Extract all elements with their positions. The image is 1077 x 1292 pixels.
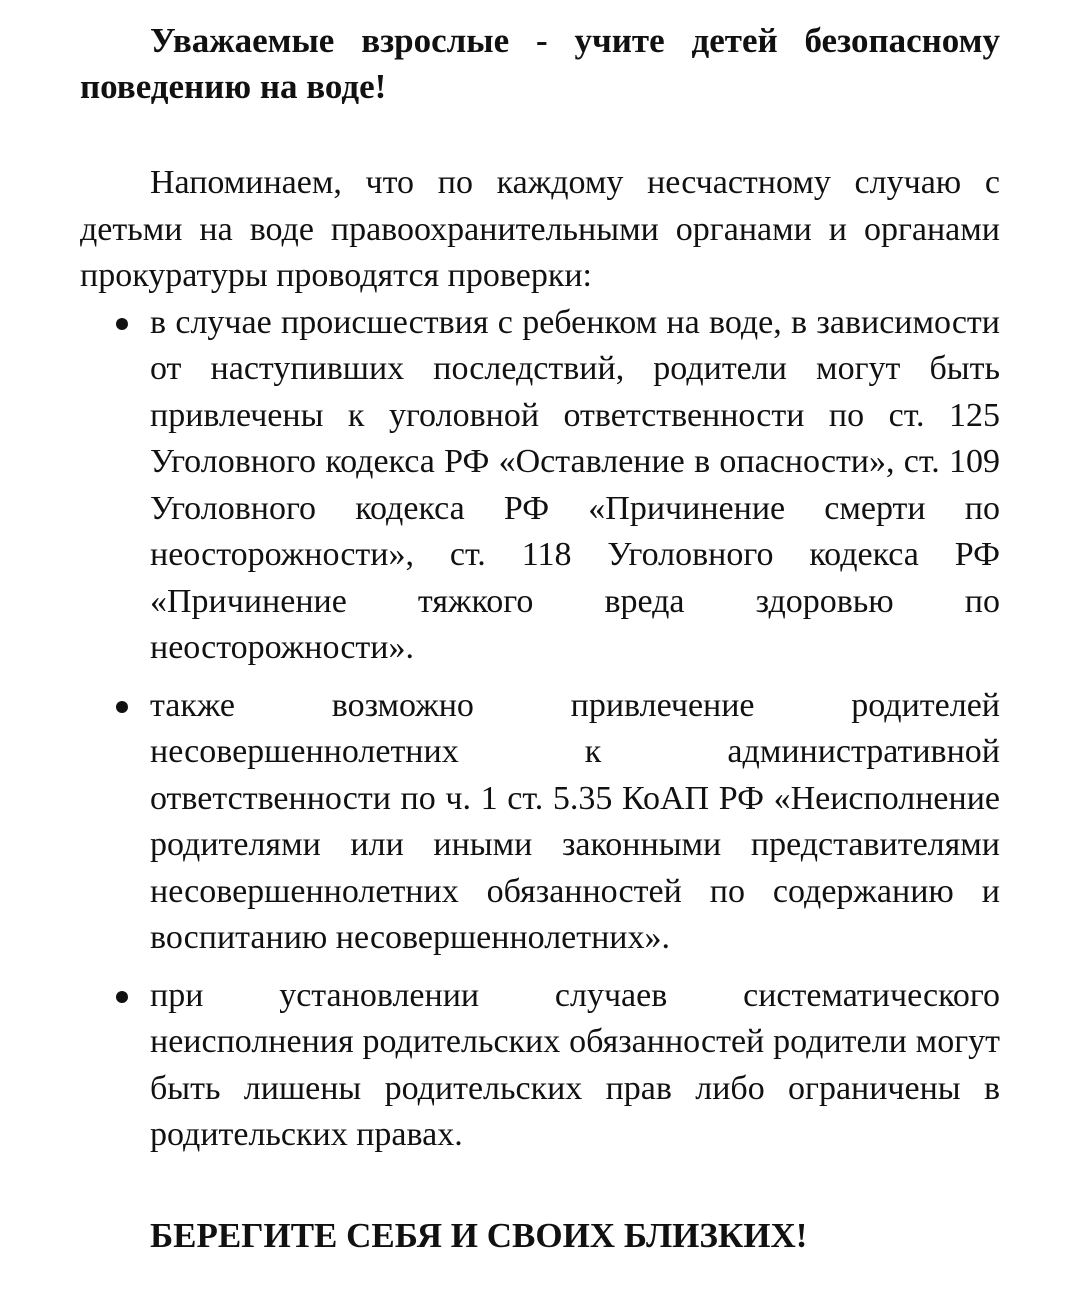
- bullet-icon: [116, 701, 128, 713]
- closing-slogan: БЕРЕГИТЕ СЕБЯ И СВОИХ БЛИЗКИХ!: [150, 1215, 808, 1255]
- document-title: Уважаемые взрослые - учите детей безопасному поведению на воде!: [80, 21, 1000, 106]
- intro-paragraph: Напоминаем, что по каждому несчастному случаю с детьми на воде правоохранительными органами и органами прокуратуры проводятся проверки:: [80, 164, 1000, 294]
- list-item: [80, 683, 1000, 962]
- bullet-text: также возможно привлечение родителей несовершеннолетних к административной ответственности по ч. 1 ст. 5.35 КоАП РФ «Неисполнение родителями или иными законными представителями несовершеннолетних обязанностей по содержанию и воспитанию несовершеннолетних».: [150, 686, 1000, 956]
- list-item: [80, 300, 1000, 672]
- bullet-text: в случае происшествия с ребенком на воде, в зависимости от наступивших последствий, родители могут быть привлечены к уголовной ответственности по ст. 125 Уголовного кодекса РФ «Оставление в опасности», ст. 109 Уголовного кодекса РФ «Причинение смерти по неосторожности», ст. 118 Уголовного кодекса РФ «Причинение тяжкого вреда здоровью по неосторожности».: [150, 303, 1000, 666]
- bullet-icon: [116, 991, 128, 1003]
- bullet-list: [80, 300, 1000, 1159]
- bullet-icon: [116, 318, 128, 330]
- document-page: [80, 18, 1000, 1259]
- bullet-text: при установлении случаев систематического неисполнения родительских обязанностей родители могут быть лишены родительских прав либо ограничены в родительских правах.: [150, 976, 1000, 1153]
- list-item: [80, 973, 1000, 1159]
